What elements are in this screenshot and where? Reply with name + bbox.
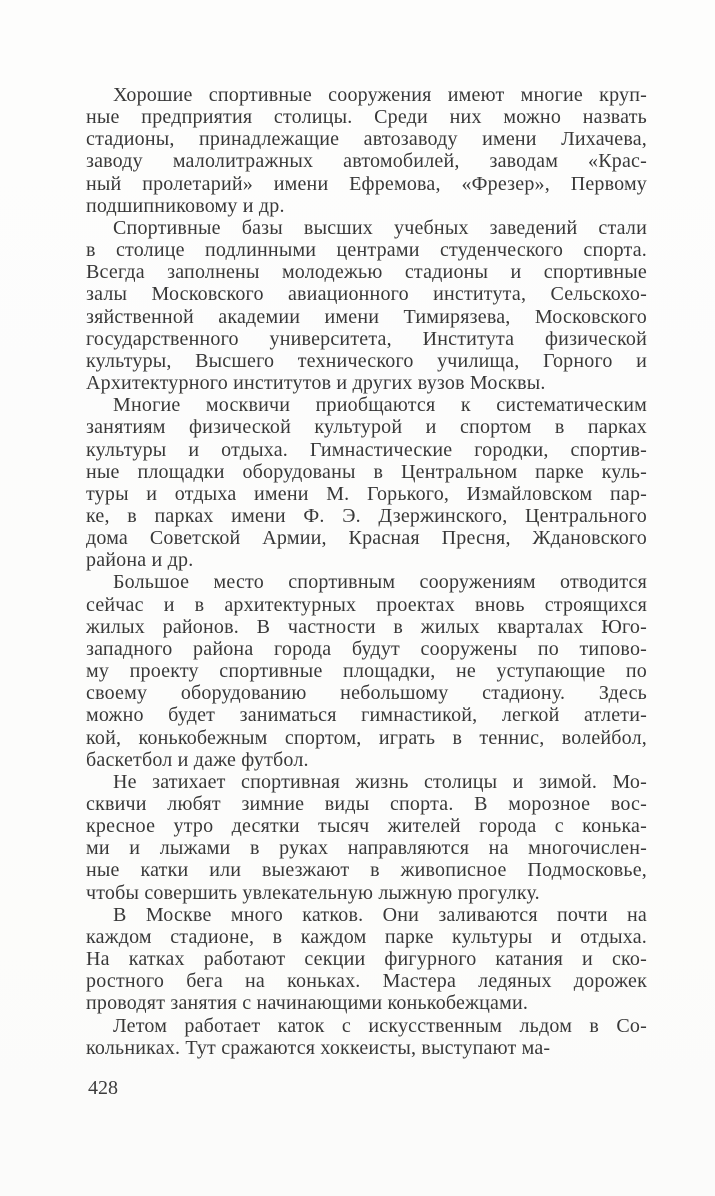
- text-line: На катках работают секции фигурного катания и ско-: [86, 948, 647, 971]
- text-line: культуры и отдыха. Гимнастические городки, спортив-: [86, 438, 647, 461]
- text-line: зяйственной академии имени Тимирязева, Московского: [86, 305, 647, 328]
- text-line: ми и лыжами в руках направляются на многочислен-: [86, 837, 647, 860]
- text-line: Не затихает спортивная жизнь столицы и зимой. Мо-: [113, 770, 647, 793]
- text-line: можно будет заниматься гимнастикой, легкой атлети-: [86, 704, 647, 727]
- text-line: ростного бега на коньках. Мастера ледяных дорожек: [86, 970, 647, 993]
- paragraph: [86, 394, 647, 571]
- text-line: ный пролетарий» имени Ефремова, «Фрезер», Первому: [86, 172, 647, 195]
- text-line: Спортивные базы высших учебных заведений стали: [113, 216, 647, 239]
- text-line: Хорошие спортивные сооружения имеют многие круп-: [113, 84, 647, 106]
- paragraph: [86, 217, 647, 394]
- text-line: района и др.: [86, 549, 194, 572]
- text-line: сквичи любят зимние виды спорта. В морозное вос-: [86, 793, 647, 815]
- paragraph: [86, 84, 647, 217]
- paragraph: [86, 1015, 647, 1059]
- text-line: ные предприятия столицы. Среди них можно назвать: [86, 106, 647, 129]
- text-line: чтобы совершить увлекательную лыжную прогулку.: [86, 881, 540, 904]
- text-line: Большое место спортивным сооружениям отводится: [113, 571, 647, 594]
- text-line: в столице подлинными центрами студенческого спорта.: [86, 239, 647, 262]
- text-block: [86, 84, 647, 1059]
- text-line: государственного университета, Института физической: [86, 327, 647, 350]
- paragraph: [86, 904, 647, 1015]
- paragraph: [86, 771, 647, 904]
- text-line: му проекту спортивные площадки, не уступающие по: [86, 660, 647, 683]
- text-line: подшипниковому и др.: [86, 194, 285, 217]
- page-number: 428: [88, 1077, 118, 1099]
- text-line: ке, в парках имени Ф. Э. Дзержинского, Центрального: [86, 504, 647, 527]
- text-line: проводят занятия с начинающими конькобежцами.: [86, 992, 529, 1015]
- text-line: заводу малолитражных автомобилей, заводам «Крас-: [86, 150, 647, 173]
- text-line: своему оборудованию небольшому стадиону. Здесь: [86, 682, 647, 705]
- text-line: дома Советской Армии, Красная Пресня, Ждановского: [86, 527, 647, 550]
- paragraph: [86, 571, 647, 770]
- text-line: культуры, Высшего технического училища, Горного и: [86, 349, 647, 372]
- text-line: баскетбол и даже футбол.: [86, 748, 309, 771]
- text-line: Многие москвичи приобщаются к систематическим: [113, 394, 647, 417]
- text-line: В Москве много катков. Они заливаются почти на: [113, 903, 647, 926]
- text-line: кой, конькобежным спортом, играть в теннис, волейбол,: [86, 726, 647, 749]
- text-line: ные площадки оборудованы в Центральном парке куль-: [86, 460, 647, 483]
- text-line: кольниках. Тут сражаются хоккеисты, выступают ма-: [86, 1036, 551, 1059]
- text-line: западного района города будут сооружены по типово-: [86, 637, 647, 660]
- text-line: ные катки или выезжают в живописное Подмосковье,: [86, 859, 647, 882]
- text-line: Летом работает каток с искусственным льдом в Со-: [113, 1014, 647, 1037]
- text-line: Всегда заполнены молодежью стадионы и спортивные: [86, 261, 647, 284]
- text-line: каждом стадионе, в каждом парке культуры и отдыха.: [86, 925, 647, 948]
- text-line: занятиям физической культурой и спортом в парках: [86, 416, 647, 439]
- text-line: стадионы, принадлежащие автозаводу имени Лихачева,: [86, 128, 647, 151]
- text-line: сейчас и в архитектурных проектах вновь строящихся: [86, 593, 647, 616]
- text-line: залы Московского авиационного института, Сельскохо-: [86, 283, 647, 306]
- text-line: туры и отдыха имени М. Горького, Измайловском пар-: [86, 482, 647, 505]
- text-line: жилых районов. В частности в жилых кварталах Юго-: [86, 615, 647, 638]
- text-line: Архитектурного институтов и других вузов Москвы.: [86, 372, 546, 395]
- text-line: кресное утро десятки тысяч жителей города с конька-: [86, 815, 647, 838]
